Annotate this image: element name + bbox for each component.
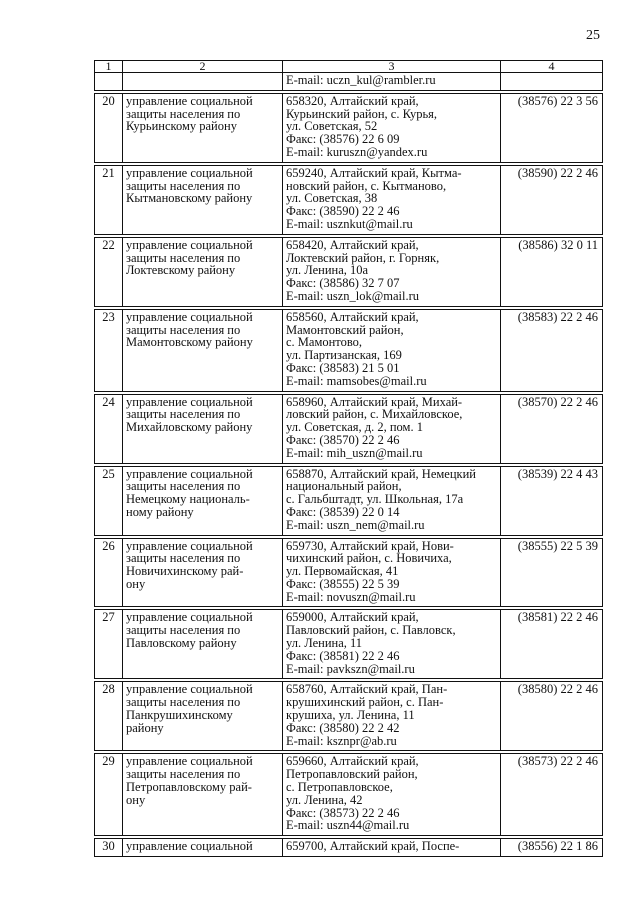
- table-header-row: [95, 61, 603, 73]
- agency-name-line: Локтевскому району: [126, 263, 236, 278]
- address-line: E-mail: usznkut@mail.ru: [286, 216, 413, 231]
- address-line: Факс: (38581) 22 2 46: [286, 648, 400, 663]
- address-line: ул. Советская, 52: [286, 119, 378, 134]
- agency-name-cell: [123, 754, 283, 836]
- agency-name-line: Павловскому району: [126, 636, 237, 651]
- address-line: Факс: (38576) 22 6 09: [286, 132, 400, 147]
- address-line: Павловский район, с. Павловск,: [286, 623, 456, 638]
- address-line: E-mail: uszn_lok@mail.ru: [286, 288, 420, 303]
- address-line: E-mail: ksznpr@ab.ru: [286, 733, 397, 748]
- address-cell: [283, 839, 501, 857]
- agency-name-line: управление социальной: [126, 165, 253, 180]
- agency-name-line: ону: [126, 792, 146, 807]
- phone-cell: (38580) 22 2 46: [501, 682, 603, 751]
- column-header: 3: [283, 61, 501, 73]
- address-line: ул. Советская, 38: [286, 191, 378, 206]
- agency-name-line: управление социальной: [126, 754, 253, 769]
- address-line: Факс: (38573) 22 2 46: [286, 805, 400, 820]
- phone-cell: (38590) 22 2 46: [501, 165, 603, 234]
- address-line: с. Гальбштадт, ул. Школьная, 17а: [286, 492, 464, 507]
- address-cell: [283, 309, 501, 391]
- phone-cell: (38583) 22 2 46: [501, 309, 603, 391]
- address-line: E-mail: pavkszn@mail.ru: [286, 661, 415, 676]
- agency-name-line: защиты населения по: [126, 322, 241, 337]
- address-line: Факс: (38590) 22 2 46: [286, 204, 400, 219]
- address-line: E-mail: mih_uszn@mail.ru: [286, 445, 423, 460]
- agency-name-line: ону: [126, 576, 146, 591]
- column-header: 1: [95, 61, 123, 73]
- agency-name-cell: [123, 394, 283, 463]
- continuation-num-cell: [95, 73, 123, 91]
- phone-cell: (38555) 22 5 39: [501, 538, 603, 607]
- agency-name-cell: [123, 165, 283, 234]
- phone-cell: (38586) 32 0 11: [501, 237, 603, 306]
- address-cell: [283, 237, 501, 306]
- agency-name-cell: [123, 610, 283, 679]
- agency-name-cell: [123, 309, 283, 391]
- agency-name-line: защиты населения по: [126, 106, 241, 121]
- address-line: национальный район,: [286, 479, 402, 494]
- address-line: 659700, Алтайский край, Поспе-: [286, 839, 460, 854]
- column-header: 4: [501, 61, 603, 73]
- agency-name-line: защиты населения по: [126, 623, 241, 638]
- address-cell: [283, 682, 501, 751]
- address-line: 658760, Алтайский край, Пан-: [286, 682, 448, 697]
- continuation-name-cell: [123, 73, 283, 91]
- phone-cell: (38539) 22 4 43: [501, 466, 603, 535]
- address-line: 659660, Алтайский край,: [286, 754, 419, 769]
- address-line: 658870, Алтайский край, Немецкий: [286, 466, 476, 481]
- table-row: [95, 93, 603, 162]
- agency-name-line: управление социальной: [126, 309, 253, 324]
- row-number: 24: [95, 394, 123, 463]
- address-line: Факс: (38539) 22 0 14: [286, 504, 400, 519]
- address-cell: [283, 466, 501, 535]
- address-line: новский район, с. Кытманово,: [286, 178, 447, 193]
- agency-name-line: защиты населения по: [126, 551, 241, 566]
- phone-cell: (38573) 22 2 46: [501, 754, 603, 836]
- agency-name-line: району: [126, 720, 164, 735]
- address-line: E-mail: uszn44@mail.ru: [286, 818, 410, 833]
- agency-name-line: защиты населения по: [126, 767, 241, 782]
- agency-name-line: управление социальной: [126, 237, 253, 252]
- table-row: [95, 237, 603, 306]
- address-line: E-mail: kuruszn@yandex.ru: [286, 144, 428, 159]
- address-line: ул. Советская, д. 2, пом. 1: [286, 420, 423, 435]
- address-line: E-mail: uszn_nem@mail.ru: [286, 517, 425, 532]
- address-line: 659240, Алтайский край, Кытма-: [286, 165, 462, 180]
- agency-name-line: управление социальной: [126, 839, 253, 854]
- agency-name-line: защиты населения по: [126, 407, 241, 422]
- address-line: ул. Ленина, 11: [286, 636, 363, 651]
- agency-name-line: управление социальной: [126, 466, 253, 481]
- address-line: Факс: (38580) 22 2 42: [286, 720, 400, 735]
- row-number: 20: [95, 93, 123, 162]
- address-line: Факс: (38570) 22 2 46: [286, 432, 400, 447]
- address-line: 658420, Алтайский край,: [286, 237, 419, 252]
- row-number: 23: [95, 309, 123, 391]
- phone-cell: (38570) 22 2 46: [501, 394, 603, 463]
- agency-name-line: управление социальной: [126, 93, 253, 108]
- agency-name-line: ному району: [126, 504, 194, 519]
- address-line: E-mail: mamsobes@mail.ru: [286, 373, 427, 388]
- address-line: Факс: (38555) 22 5 39: [286, 576, 400, 591]
- row-number: 28: [95, 682, 123, 751]
- address-line: ловский район, с. Михайловское,: [286, 407, 463, 422]
- agency-name-line: защиты населения по: [126, 178, 241, 193]
- agency-name-cell: [123, 682, 283, 751]
- table-row: [95, 394, 603, 463]
- agency-name-line: Курьинскому району: [126, 119, 237, 134]
- table-row: [95, 839, 603, 857]
- row-number: 26: [95, 538, 123, 607]
- row-number: 22: [95, 237, 123, 306]
- agency-name-line: защиты населения по: [126, 479, 241, 494]
- agency-name-line: Петропавловскому рай-: [126, 780, 252, 795]
- row-number: 30: [95, 839, 123, 857]
- column-header: 2: [123, 61, 283, 73]
- row-number: 21: [95, 165, 123, 234]
- continuation-phone-cell: [501, 73, 603, 91]
- agency-name-line: управление социальной: [126, 682, 253, 697]
- table-row: [95, 610, 603, 679]
- address-line: Факс: (38586) 32 7 07: [286, 276, 400, 291]
- address-line: 659000, Алтайский край,: [286, 610, 419, 625]
- agency-name-line: управление социальной: [126, 538, 253, 553]
- agency-name-line: Панкрушихинскому: [126, 708, 233, 723]
- agency-name-cell: [123, 538, 283, 607]
- address-line: 658560, Алтайский край,: [286, 309, 419, 324]
- address-line: 658320, Алтайский край,: [286, 93, 419, 108]
- agency-name-line: Немецкому националь-: [126, 492, 250, 507]
- phone-cell: (38581) 22 2 46: [501, 610, 603, 679]
- address-line: ул. Ленина, 42: [286, 792, 363, 807]
- page-number: 25: [586, 28, 600, 43]
- agency-name-line: Кытмановскому району: [126, 191, 253, 206]
- row-number: 27: [95, 610, 123, 679]
- agency-name-line: защиты населения по: [126, 250, 241, 265]
- address-cell: [283, 754, 501, 836]
- address-line: крушиха, ул. Ленина, 11: [286, 708, 415, 723]
- address-line: крушихинский район, с. Пан-: [286, 695, 444, 710]
- agency-name-cell: [123, 237, 283, 306]
- table-row: [95, 754, 603, 836]
- agency-name-line: Михайловскому району: [126, 420, 253, 435]
- agency-name-line: Мамонтовскому району: [126, 335, 253, 350]
- address-line: с. Петропавловское,: [286, 780, 393, 795]
- address-line: Локтевский район, г. Горняк,: [286, 250, 440, 265]
- address-line: чихинский район, с. Новичиха,: [286, 551, 452, 566]
- address-line: 659730, Алтайский край, Нови-: [286, 538, 454, 553]
- address-line: Курьинский район, с. Курья,: [286, 106, 438, 121]
- agency-name-cell: [123, 466, 283, 535]
- address-cell: [283, 394, 501, 463]
- address-cell: [283, 165, 501, 234]
- address-line: 658960, Алтайский край, Михай-: [286, 394, 463, 409]
- address-cell: [283, 93, 501, 162]
- address-line: E-mail: novuszn@mail.ru: [286, 589, 416, 604]
- agency-name-line: защиты населения по: [126, 695, 241, 710]
- agency-name-line: управление социальной: [126, 610, 253, 625]
- address-line: ул. Ленина, 10а: [286, 263, 369, 278]
- address-line: с. Мамонтово,: [286, 335, 363, 350]
- address-line: ул. Партизанская, 169: [286, 348, 402, 363]
- address-line: Факс: (38583) 21 5 01: [286, 360, 400, 375]
- address-cell: [283, 610, 501, 679]
- table-row: [95, 538, 603, 607]
- phone-cell: (38556) 22 1 86: [501, 839, 603, 857]
- address-cell: [283, 538, 501, 607]
- address-line: Мамонтовский район,: [286, 322, 404, 337]
- address-line: Петропавловский район,: [286, 767, 418, 782]
- address-line: ул. Первомайская, 41: [286, 564, 399, 579]
- table-row: [95, 682, 603, 751]
- table-row: [95, 466, 603, 535]
- row-number: 25: [95, 466, 123, 535]
- agency-name-cell: [123, 93, 283, 162]
- table-body: [95, 73, 603, 857]
- table-row: [95, 309, 603, 391]
- agency-name-cell: [123, 839, 283, 857]
- address-table: [94, 60, 603, 857]
- address-line: E-mail: uczn_kul@rambler.ru: [286, 73, 436, 87]
- continuation-row: [95, 73, 603, 91]
- agency-name-line: Новичихинскому рай-: [126, 564, 244, 579]
- table-row: [95, 165, 603, 234]
- continuation-address-cell: [283, 73, 501, 91]
- agency-name-line: управление социальной: [126, 394, 253, 409]
- row-number: 29: [95, 754, 123, 836]
- phone-cell: (38576) 22 3 56: [501, 93, 603, 162]
